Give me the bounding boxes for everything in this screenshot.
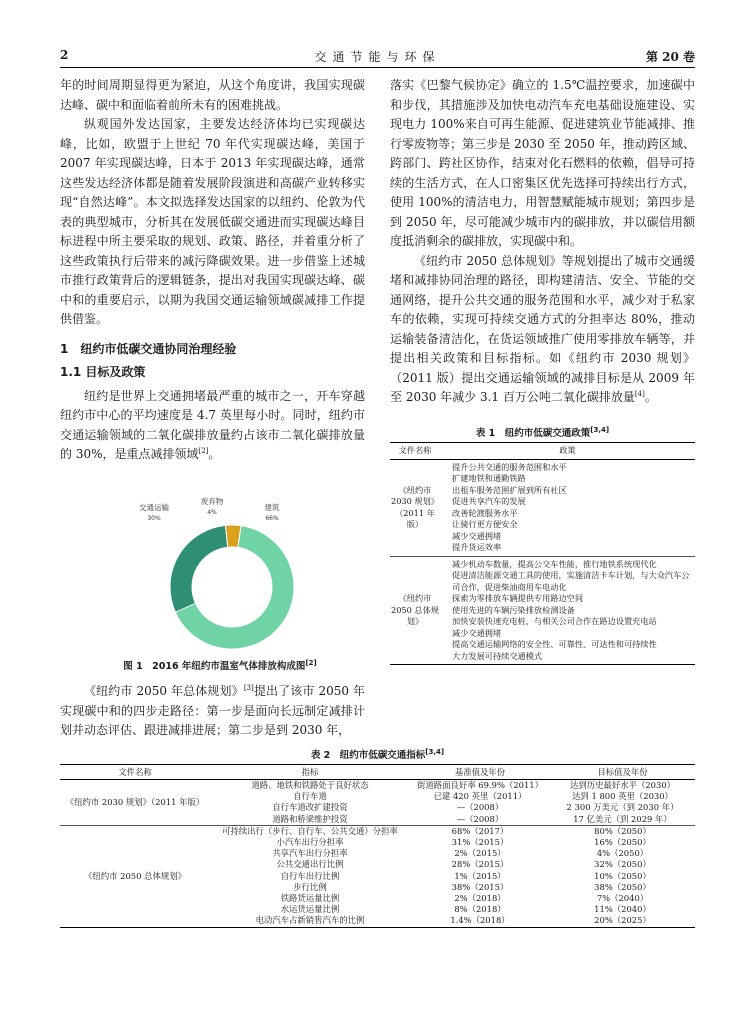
table2-doc-name: 《纽约市 2050 总体规划》	[60, 825, 210, 926]
table-row	[60, 825, 695, 837]
indicator-cell: 铁路货运量比例	[280, 893, 340, 904]
table2-grid	[60, 765, 695, 927]
baseline-cell: 38%（2015）	[451, 881, 509, 892]
baseline-cell: 1.4%（2018）	[450, 915, 510, 926]
indicator-cell: 小汽车出行分担率	[276, 837, 344, 848]
section-heading-1: 1 纽约市低碳交通协同治理经验	[60, 341, 237, 356]
page-number: 2	[60, 48, 69, 62]
table2-caption	[60, 747, 695, 761]
paragraph-coordination-path	[390, 252, 695, 408]
table1	[390, 442, 695, 665]
citation: [4]	[634, 390, 645, 398]
policy-item: 出租车服务范围扩展到所有社区	[452, 484, 567, 495]
indicator-cell: 共享汽车出行分担率	[272, 848, 348, 859]
policy-item: 减少机动车数量，提高公交车性能，推行地铁系统现代化	[452, 558, 657, 569]
baseline-cell: 已建 420 英里（2011）	[433, 791, 527, 802]
paragraph-text: 《纽约市 2050 总体规划》等规划提出了城市交通缓堵和减排协同治理的路径，即构建清洁、安全、节能的交通网络，提升公共交通的服务范围和水平，减少对于私家车的依赖，实现可持续交通方式的分担率达 80%，推动运输装备清洁化，在货运领域推广使用零排放车辆等，并提出相关政策和目标指标。如《纽约市 2030 规划》（2011 版）提出交通运输领域的减排目标是从 2009 年至 2030 年减少 3.1 百万公吨二氧化碳排放量	[390, 253, 695, 404]
policy-item: 改善轮渡服务水平	[452, 507, 518, 518]
table1-group	[390, 460, 695, 556]
paragraph-developed-countries: 纵观国外发达国家，主要发达经济体均已实现碳达峰，比如，欧盟于上世纪 70 年代实现碳达峰，美国于 2007 年实现碳达峰，日本于 2013 年实现碳达峰，通常这些发达经济体都是随着发展阶段演进和高碳产业转移实现“自然达峰”。本文拟选择发达国家的以纽约、伦敦为代表的典型城市，分析其在发展低碳交通进而实现碳达峰目标进程中所主要采取的规划、政策、路径，并着重分析了这些政策执行后带来的减污降碳效果。进一步借鉴上述城市推行政策背后的逻辑链条，提出对我国实现碳达峰、碳中和的重要启示，以期为我国交通运输领域碳减排工作提供借鉴。	[60, 117, 365, 326]
citation: [2]	[305, 658, 317, 667]
table1-header-doc: 文件名称	[398, 445, 432, 455]
donut-slice-transport	[170, 525, 228, 612]
figure-caption-text: 图 1 2016 年纽约市温室气体排放构成图	[123, 661, 306, 672]
figure-caption	[75, 658, 365, 672]
target-cell: 38%（2050）	[594, 881, 651, 892]
paragraph-end: 。	[208, 447, 221, 461]
citation: [3]	[243, 684, 254, 692]
policy-item: 减少交通拥堵	[452, 530, 502, 541]
baseline-cell: 28%（2015）	[451, 859, 509, 870]
baseline-cell: 2%（2015）	[454, 848, 506, 859]
policy-item: 加快安装快速充电桩，与相关公司合作在路边设置充电站	[452, 616, 657, 626]
target-cell: 2 300 万美元（到 2030 年）	[566, 802, 679, 813]
indicator-cell: 电动汽车占新销售汽车的比例	[255, 915, 365, 926]
table1-header-policy: 政策	[559, 445, 576, 455]
citation: [3,4]	[590, 425, 610, 434]
policy-item: 使用先进的车辆污染排放检测设备	[452, 604, 575, 615]
value-building: 66%	[265, 515, 279, 522]
table1-doc-name: 《纽约市 2030 规划》（2011 年版）	[390, 484, 439, 529]
policy-item: 提升货运效率	[452, 542, 502, 552]
policy-item: 减少交通拥堵	[452, 627, 502, 638]
table1-policy-list	[440, 462, 695, 554]
left-column	[60, 76, 365, 465]
emission-donut-chart	[120, 492, 310, 652]
paragraph-text: 提出了该市 2050 年实现碳中和的四步走路径：第一步是面向长远制定减排计划并动态评估、跟进减排进展；第二步是到 2030 年，	[60, 684, 365, 737]
baseline-cell: 2%（2018）	[454, 893, 506, 904]
policy-item: 扩建地铁和通勤铁路	[452, 473, 526, 483]
policy-item: 促进清洁能源交通工具的使用，实施清洁卡车计划，与大众汽车公司合作，促进柴油商用车电动化	[452, 570, 690, 592]
target-cell: 11%（2040）	[594, 904, 651, 915]
indicator-cell: 水运货运量比例	[280, 904, 340, 915]
policy-item: 探索为零排放车辆提供专用路边空间	[452, 593, 584, 603]
paragraph-nyc-congestion	[60, 387, 365, 465]
target-cell: 32%（2050）	[594, 859, 651, 870]
paragraph-text: 纽约是世界上交通拥堵最严重的城市之一，开车穿越纽约市中心的平均速度是 4.7 英里每小时。同时，纽约市交通运输领域的二氧化碳排放量约占该市二氧化碳排放量的 30%，是重点减排领域	[60, 388, 365, 461]
target-cell: 达到 1 800 英里（2030）	[572, 791, 673, 802]
target-cell: 16%（2050）	[594, 837, 651, 848]
policy-item: 提升公共交通的服务范围和水平	[452, 461, 567, 472]
donut-slice-waste	[225, 525, 241, 547]
target-cell: 达到历史最好水平（2030）	[569, 780, 676, 790]
section-heading-1-1: 1.1 目标及政策	[60, 365, 146, 379]
baseline-cell: —（2008）	[456, 813, 504, 824]
target-cell: 20%（2025）	[594, 915, 651, 926]
indicator-cell: 自行车道	[293, 791, 327, 802]
label-transport: 交通运输	[139, 503, 169, 512]
table2-caption-text: 表 2 纽约市低碳交通指标	[310, 750, 426, 761]
baseline-cell: 31%（2015）	[451, 837, 509, 848]
baseline-cell: —（2008）	[456, 802, 504, 813]
indicator-cell: 道路、地铁和铁路处于良好状态	[251, 780, 369, 790]
header-rule	[60, 67, 695, 68]
table1-policy-list	[440, 559, 695, 663]
policy-item: 提高交通运输网络的安全性、可靠性、可达性和可持续性	[452, 639, 657, 649]
indicator-cell: 道路和桥梁维护投资	[272, 813, 348, 824]
table1-header	[390, 443, 695, 460]
indicator-cell: 步行比例	[293, 881, 327, 892]
paragraph-paris-agreement: 落实《巴黎气候协定》确立的 1.5℃温控要求，加速碳中和步伐，其措施涉及加快电动汽车充电基础设施建设、实现电力 100%来自可再生能源、促进建筑业节能减排、推行零废物等；第三步是 2030 至 2050 年，推动跨区域、跨部门、跨社区协作，结束对化石燃料的依赖，倡导可持续的生活方式，在人口密集区优先选择可持续出行方式，使用 100%的清洁电力，用智慧赋能城市规划；第四步是到 2050 年，尽可能减少城市内的碳排放，并以碳信用额度抵消剩余的碳排放，实现碳中和。	[390, 78, 695, 248]
table2-header-target: 目标值及年份	[550, 765, 695, 780]
volume-number: 第 20 卷	[645, 50, 695, 64]
table2-header-row	[60, 765, 695, 780]
citation: [3,4]	[425, 747, 445, 756]
target-cell: 17 亿美元（到 2029 年）	[573, 813, 672, 824]
target-cell: 7%（2040）	[596, 893, 649, 904]
value-waste: 4%	[207, 509, 217, 516]
donut-svg	[120, 492, 310, 652]
table1-doc-name: 《纽约市 2050 总体规划》	[390, 593, 439, 626]
paragraph-continuation: 年的时间周期显得更为紧迫，从这个角度讲，我国实现碳达峰、碳中和面临着前所未有的困难挑战。	[60, 78, 365, 112]
target-cell: 10%（2050）	[594, 870, 651, 881]
label-building: 建筑	[264, 503, 280, 512]
left-column-bottom	[60, 682, 365, 741]
paragraph-nyc-2050-plan	[60, 682, 365, 741]
plan-title: 《纽约市 2050 年总体规划》	[84, 684, 244, 698]
indicator-cell: 自行车道改扩建投资	[272, 802, 348, 813]
table2-header-baseline: 基准值及年份	[410, 765, 550, 780]
citation: [2]	[198, 447, 209, 455]
journal-title: 交通节能与环保	[314, 50, 441, 64]
label-waste: 废弃物	[200, 497, 224, 506]
table2-doc-name: 《纽约市 2030 规划》（2011 年版）	[65, 796, 205, 807]
table-row	[60, 780, 695, 792]
table2-header-doc: 文件名称	[60, 765, 210, 780]
paragraph-end: 。	[644, 390, 657, 404]
table1-caption	[390, 425, 695, 439]
table2-header-indicator: 指标	[210, 765, 410, 780]
policy-item: 让骑行更方便安全	[452, 519, 518, 529]
table1-caption-text: 表 1 纽约市低碳交通政策	[475, 428, 591, 439]
table1-group	[390, 556, 695, 665]
value-transport: 30%	[147, 515, 161, 522]
target-cell: 4%（2050）	[596, 848, 649, 859]
baseline-cell: 8%（2018）	[454, 904, 506, 915]
right-column	[390, 76, 695, 408]
target-cell: 80%（2050）	[550, 825, 695, 837]
running-header	[60, 48, 695, 66]
indicator-cell: 自行车出行比例	[280, 870, 340, 881]
indicator-cell: 可持续出行（步行、自行车、公共交通）分担率	[210, 825, 410, 837]
table2	[60, 764, 695, 928]
baseline-cell: 68%（2017）	[410, 825, 550, 837]
baseline-cell: 街道路面良好率 69.9%（2011）	[417, 780, 543, 790]
indicator-cell: 公共交通出行比例	[276, 859, 344, 870]
policy-item: 促进共享汽车的发展	[452, 496, 526, 506]
policy-item: 大力发展可持续交通模式	[452, 650, 543, 661]
baseline-cell: 1%（2015）	[454, 870, 506, 881]
